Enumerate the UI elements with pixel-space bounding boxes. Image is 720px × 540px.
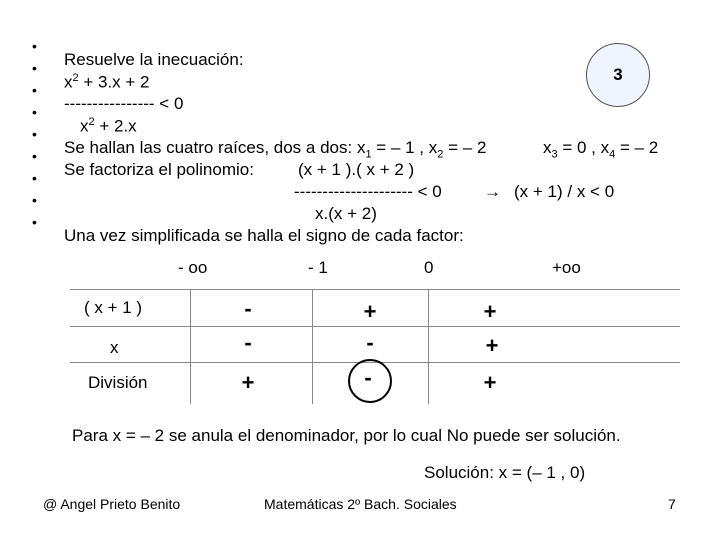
roots-text: = – 2	[615, 138, 659, 157]
bullet: •	[32, 60, 37, 76]
footer-course: Matemáticas 2º Bach. Sociales	[264, 496, 457, 512]
slide-number-badge	[586, 43, 650, 107]
roots-text: Se hallan las cuatro raíces, dos a dos: x	[64, 138, 366, 157]
footer-page-number: 7	[668, 496, 676, 512]
subscript: 1	[365, 148, 372, 161]
roots-text: = – 2	[443, 138, 487, 157]
simplified-inequality: (x + 1) / x < 0	[514, 182, 615, 201]
bullet: •	[32, 126, 37, 142]
roots-text: x	[543, 138, 552, 157]
bullet: •	[32, 192, 37, 208]
factor-fraction-bar: --------------------- < 0	[294, 182, 442, 201]
table-rule	[70, 326, 680, 327]
bullet: •	[32, 214, 37, 230]
badge-label: 3	[613, 65, 623, 84]
arrow-icon: →	[484, 182, 501, 201]
roots-line-right	[543, 138, 658, 160]
sign-cell: +	[241, 370, 255, 395]
exponent: 2	[72, 72, 79, 84]
sign-cell: +	[363, 299, 377, 324]
table-divider	[428, 289, 429, 404]
sign-cell: +	[483, 299, 497, 324]
sign-instruction: Una vez simplificada se halla el signo de cada factor:	[64, 226, 464, 245]
subscript: 4	[609, 148, 616, 161]
sign-cell: +	[483, 370, 497, 395]
numerator-rest: + 3.x + 2	[78, 72, 150, 92]
factor-numerator: (x + 1 ).( x + 2 )	[298, 160, 415, 179]
subscript: 2	[437, 148, 444, 161]
bullet: •	[32, 104, 37, 120]
solution-text: Solución: x = (– 1 , 0)	[424, 463, 586, 482]
denominator-note: Para x = – 2 se anula el denominador, por lo cual No puede ser solución.	[72, 426, 621, 445]
bullet: •	[32, 148, 37, 164]
sign-cell: -	[366, 330, 374, 355]
row-label-division: División	[88, 373, 148, 392]
boundary-minus-one: - 1	[308, 258, 328, 277]
instruction-line: Resuelve la inecuación:	[64, 50, 244, 69]
sign-cell: -	[244, 330, 252, 355]
table-divider	[190, 289, 191, 404]
denominator-rest: + 2.x	[94, 116, 137, 136]
numerator-line	[64, 72, 150, 93]
row-label-factor-1: ( x + 1 )	[84, 298, 143, 317]
roots-text: = 0 , x	[557, 138, 610, 157]
roots-line	[64, 138, 486, 160]
exponent: 2	[88, 116, 95, 128]
row-label-factor-x: x	[110, 338, 119, 357]
sign-cell: +	[485, 333, 499, 358]
var-x: x	[80, 116, 89, 136]
footer-author: @ Angel Prieto Benito	[43, 496, 181, 512]
fraction-bar-line: ---------------- < 0	[64, 94, 184, 113]
boundary-zero: 0	[424, 258, 434, 277]
subscript: 3	[551, 148, 558, 161]
var-x: x	[64, 72, 73, 92]
factor-line-label: Se factoriza el polinomio:	[64, 160, 254, 179]
factor-denominator: x.(x + 2)	[315, 204, 377, 223]
bullet: •	[32, 170, 37, 186]
boundary-minus-infinity: - oo	[178, 258, 208, 277]
table-divider	[312, 289, 313, 404]
bullet: •	[32, 82, 37, 98]
table-rule	[70, 289, 680, 290]
bullet: •	[32, 38, 37, 54]
boundary-plus-infinity: +oo	[552, 258, 581, 277]
sign-cell: -	[244, 296, 252, 321]
denominator-line	[80, 116, 137, 137]
roots-text: = – 1 , x	[371, 138, 438, 157]
sign-cell-circled: -	[364, 365, 372, 390]
